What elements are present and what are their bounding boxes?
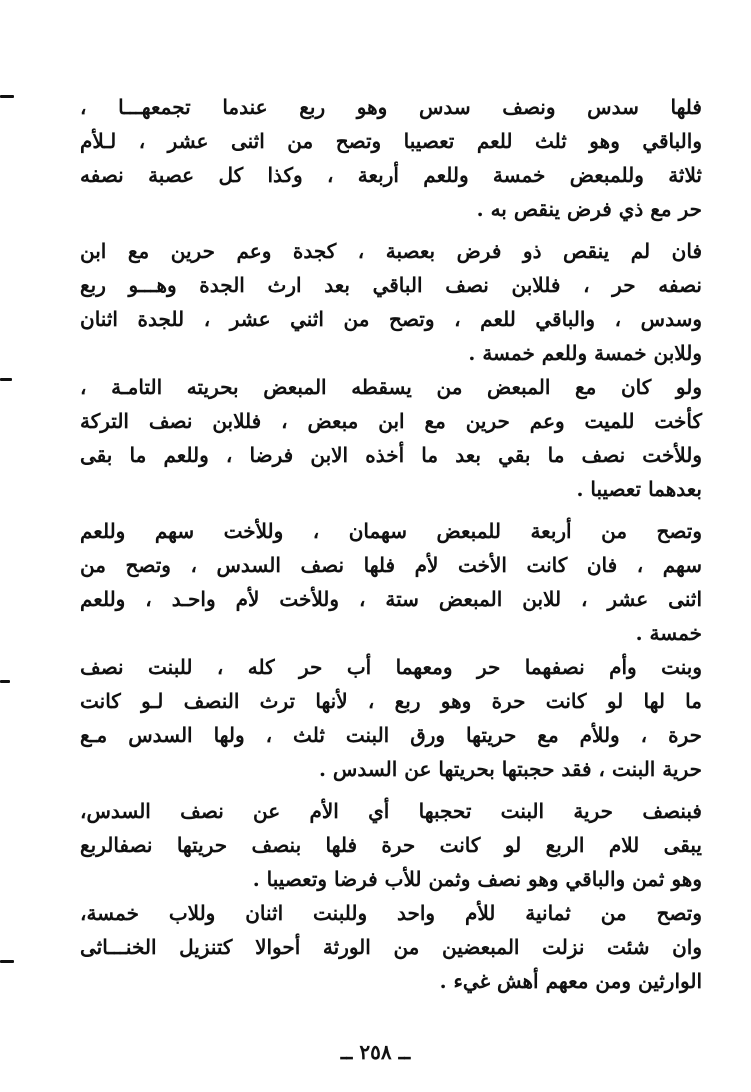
text-line: نصفه حر ، فللابن نصف الباقي بعد ارث الجدة وهـــو ربع	[80, 273, 702, 297]
text-line: وتصح من أربعة للمبعض سهمان ، وللأخت سهم وللعم	[80, 519, 702, 543]
paragraph	[80, 650, 702, 786]
text-line: الوارثين ومن معهم أهش غيء .	[439, 969, 702, 993]
text-line: ما لها لو كانت حرة وهو ربع ، لأنها ترث النصف لـو كانت	[80, 689, 702, 713]
text-line: ثلاثة وللمبعض خمسة وللعم أربعة ، وكذا كل عصبة نصفه	[80, 163, 702, 187]
paragraph	[80, 234, 702, 370]
paragraph	[80, 370, 702, 506]
paragraph	[80, 514, 702, 650]
text-line: بعدهما تعصيبا .	[576, 477, 702, 501]
paragraph	[80, 896, 702, 998]
text-line: كأخت للميت وعم حرين مع ابن مبعض ، فللابن نصف التركة	[80, 409, 702, 433]
paragraph	[80, 90, 702, 226]
text-line: فان لم ينقص ذو فرض بعصبة ، كجدة وعم حرين مع ابن	[80, 239, 703, 263]
text-line: حر مع ذي فرض ينقص به .	[476, 197, 702, 221]
text-line: وهو ثمن والباقي وهو نصف وثمن للأب فرضا وتعصيبا .	[252, 867, 702, 891]
text-line: وسدس ، والباقي للعم ، وتصح من اثني عشر ، للجدة اثنان	[80, 307, 702, 331]
margin-mark	[0, 680, 10, 683]
text-line: حرة ، وللأم مع حريتها ورق البنت ثلث ، ولها السدس مـع	[80, 723, 702, 747]
text-line: اثنى عشر ، للابن المبعض ستة ، وللأخت لأم واحـد ، وللعم	[80, 587, 702, 611]
margin-mark	[0, 95, 14, 98]
text-line: وبنت وأم نصفهما حر ومعهما أب حر كله ، للبنت نصف	[80, 655, 702, 679]
text-line: خمسة .	[635, 621, 702, 645]
text-line: سهم ، فان كانت الأخت لأم فلها نصف السدس ، وتصح من	[80, 553, 702, 577]
text-line: وللأخت نصف ما بقي بعد ما أخذه الابن فرضا ، وللعم ما بقى	[80, 443, 702, 467]
text-line: فلها سدس ونصف سدس وهو ربع عندما تجمعهـــا ،	[80, 95, 702, 119]
text-line: يبقى للام الربع لو كانت حرة فلها بنصف حريتها نصفالربع	[80, 833, 702, 857]
text-line: والباقي وهو ثلث للعم تعصيبا وتصح من اثنى عشر ، لـلأم	[80, 129, 702, 153]
text-line: فبنصف حرية البنت تحجبها أي الأم عن نصف السدس،	[80, 799, 702, 823]
text-line: وللابن خمسة وللعم خمسة .	[468, 341, 702, 365]
paragraph	[80, 794, 702, 896]
main-text	[80, 90, 702, 998]
text-line: ولو كان مع المبعض من يسقطه المبعض بحريته التامـة ،	[80, 375, 702, 399]
text-line: وتصح من ثمانية للأم واحد وللبنت اثنان وللاب خمسة،	[80, 901, 702, 925]
margin-mark	[0, 960, 14, 963]
margin-mark	[0, 378, 12, 381]
text-line: حرية البنت ، فقد حجبتها بحريتها عن السدس .	[319, 757, 702, 781]
page-number: ــ ٢٥٨ ــ	[340, 1040, 411, 1064]
text-line: وان شئت نزلت المبعضين من الورثة أحوالا كتنزيل الخنـــاثى	[80, 935, 702, 959]
